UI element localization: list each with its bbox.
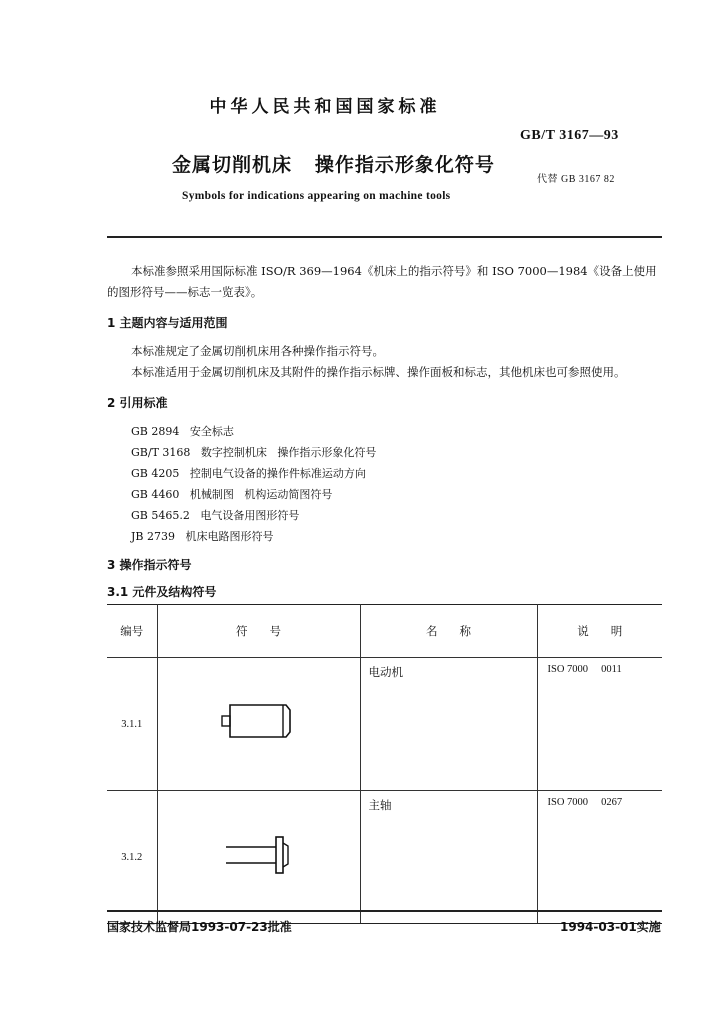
- reference-item: JB 2739 机床电路图形符号: [131, 530, 274, 543]
- effective-date: 1994-03-01实施: [560, 920, 661, 934]
- column-header-note: 说 明: [537, 605, 662, 658]
- section-2-heading: 2 引用标准: [107, 396, 168, 410]
- motor-symbol-icon: [158, 692, 361, 752]
- column-header-name: 名 称: [360, 605, 537, 658]
- column-header-number: 编号: [107, 605, 157, 658]
- national-standard-heading: 中华人民共和国国家标准: [209, 97, 441, 117]
- reference-item: GB 4205 控制电气设备的操作件标准运动方向: [131, 467, 366, 480]
- header-rule: [107, 236, 662, 238]
- intro-line-2: 的图形符号——标志一览表》。: [107, 285, 263, 299]
- symbol-table: [107, 604, 662, 924]
- row-note: ISO 7000 0267: [537, 791, 662, 924]
- table-header-row: [107, 605, 662, 658]
- document-title-cn: 金属切削机床 操作指示形象化符号: [172, 154, 495, 176]
- column-header-symbol: 符 号: [157, 605, 360, 658]
- section-3-heading: 3 操作指示符号: [107, 558, 192, 572]
- reference-item: GB 2894 安全标志: [131, 425, 234, 438]
- approval-date: 国家技术监督局1993-07-23批准: [107, 920, 292, 934]
- section-1-heading: 1 主题内容与适用范围: [107, 316, 228, 330]
- section-1-line-1: 本标准规定了金属切削机床用各种操作指示符号。: [131, 344, 384, 358]
- reference-item: GB 4460 机械制图 机构运动简图符号: [131, 488, 333, 501]
- document-title-en: Symbols for indications appearing on machine tools: [182, 190, 451, 202]
- reference-item: GB/T 3168 数字控制机床 操作指示形象化符号: [131, 446, 377, 459]
- intro-line-1: 本标准参照采用国际标准 ISO/R 369—1964《机床上的指示符号》和 ISO 7000—1984《设备上使用: [131, 264, 657, 278]
- spindle-symbol-icon: [158, 825, 361, 885]
- row-note: ISO 7000 0011: [537, 658, 662, 791]
- row-name: 主轴: [360, 791, 537, 924]
- standard-number: GB/T 3167—93: [520, 128, 619, 143]
- symbol-cell: [157, 791, 360, 924]
- reference-item: GB 5465.2 电气设备用图形符号: [131, 509, 300, 522]
- section-1-line-2: 本标准适用于金属切削机床及其附件的操作指示标牌、操作面板和标志，其他机床也可参照使用。: [131, 365, 626, 379]
- row-name: 电动机: [360, 658, 537, 791]
- replaces-note: 代替 GB 3167 82: [537, 174, 615, 185]
- row-number: 3.1.1: [107, 658, 157, 791]
- symbol-cell: [157, 658, 360, 791]
- table-row: [107, 658, 662, 791]
- section-3-1-heading: 3.1 元件及结构符号: [107, 585, 217, 599]
- footer-rule: [107, 910, 662, 912]
- row-number: 3.1.2: [107, 791, 157, 924]
- table-row: [107, 791, 662, 924]
